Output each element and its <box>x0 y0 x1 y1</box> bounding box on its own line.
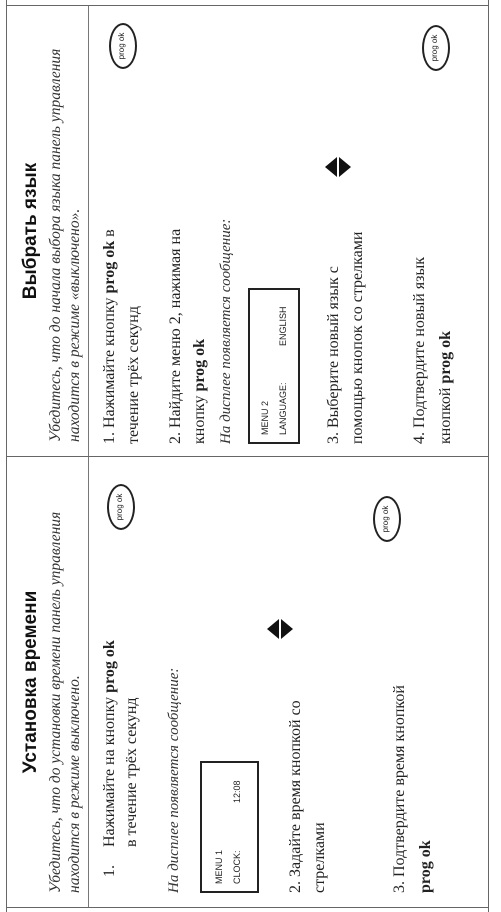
language-section-intro: Убедитесь, что до начала выбора языка панель управления находится в режиме «выключено». <box>47 48 83 442</box>
lang-step1-tail: в <box>101 229 118 241</box>
time-section-intro: Убедитесь, что до установки времени панель управления находится в режиме выключено. <box>47 511 83 893</box>
lang-step3-line1: 3. Выберите новый язык с <box>325 266 342 444</box>
lang-step2-prefix: кнопку <box>191 391 208 444</box>
time-step1-line1 <box>100 640 120 847</box>
lang-step4-prefix: кнопкой <box>437 383 454 444</box>
time-setting-section <box>6 457 488 907</box>
time-step2-line2: стрелками <box>311 822 328 893</box>
time-display-line1: MENU 1 <box>214 849 224 884</box>
time-step1-number: 1. <box>101 865 118 877</box>
lang-step4-bold: prog ok <box>437 330 454 384</box>
language-setting-section <box>6 6 488 456</box>
lang-step4-line1: 4. Подтвердите новый язык <box>411 256 428 444</box>
up-down-arrows-icon <box>325 157 351 177</box>
lang-step2-line1: 2. Найдите меню 2, нажимая на <box>167 228 184 444</box>
up-down-arrows-icon <box>267 619 293 639</box>
lang-step1-line1 <box>100 229 120 444</box>
lang-display-value: ENGLISH <box>278 306 288 346</box>
time-step1-bold: prog ok <box>101 640 118 693</box>
time-display-note: На дисплее появляется сообщение: <box>166 667 182 893</box>
lang-step2-bold: prog ok <box>191 338 208 392</box>
time-step1-text: Нажимайте на кнопку <box>101 692 118 847</box>
time-step3-line1: 3. Подтвердите время кнопкой <box>391 685 408 893</box>
language-section-rule <box>88 6 89 456</box>
prog-ok-button-icon: prog ok <box>109 23 137 69</box>
time-display-box <box>200 761 259 893</box>
frame-border-bottom <box>488 0 489 912</box>
prog-ok-button-icon: prog ok <box>107 484 135 530</box>
lang-step1-text: 1. Нажимайте кнопку <box>101 293 118 444</box>
lang-step4-line2 <box>436 331 456 444</box>
lang-display-note: На дисплее появляется сообщение: <box>218 218 234 444</box>
lang-step1-line2: течение трёх секунд <box>125 305 142 444</box>
lang-step3-line2: помощью кнопок со стрелками <box>349 231 366 444</box>
time-step1-line2: в течение трёх секунд <box>123 697 140 847</box>
language-section-title: Выбрать язык <box>20 162 41 300</box>
lang-display-line1: MENU 2 <box>260 400 270 435</box>
time-display-label: CLOCK: <box>232 850 242 884</box>
frame-border-left <box>6 907 488 908</box>
time-section-rule <box>88 457 89 907</box>
lang-display-box <box>248 288 300 444</box>
time-section-title: Установка времени <box>20 590 41 774</box>
time-display-value: 12:08 <box>232 780 242 803</box>
time-step3-bold: prog ok <box>417 840 434 893</box>
lang-display-label: LANGUAGE: <box>278 382 288 435</box>
prog-ok-button-icon: prog ok <box>422 25 450 71</box>
lang-step1-bold: prog ok <box>101 240 118 294</box>
prog-ok-button-icon: prog ok <box>373 496 401 542</box>
lang-step2-line2 <box>190 339 210 444</box>
time-step2-line1: 2. Задайте время кнопкой со <box>287 700 304 893</box>
time-step3-line2 <box>416 840 436 893</box>
